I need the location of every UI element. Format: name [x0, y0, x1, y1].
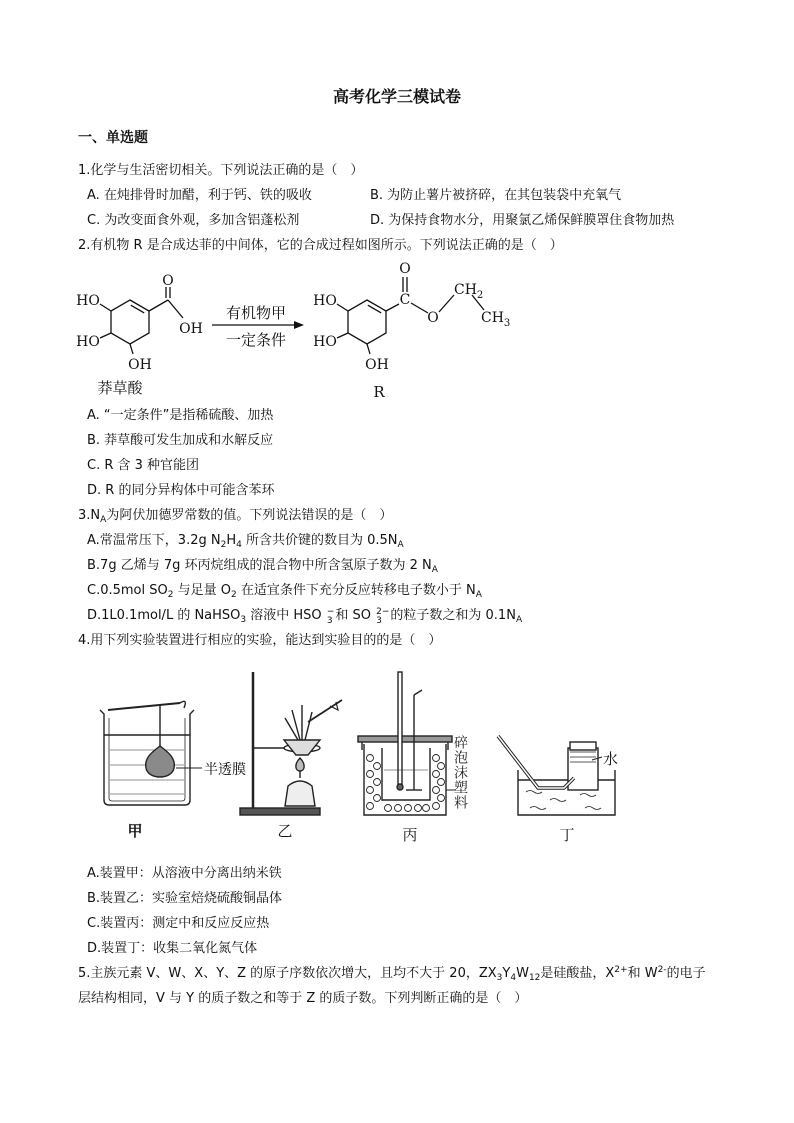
product-ho-top: HO	[313, 293, 337, 309]
q1-option-c: C. 为改变面食外观，多加含铝蓬松剂	[87, 213, 300, 228]
product-ho-mid: HO	[313, 334, 337, 350]
product-ch3-sub: 3	[503, 318, 511, 329]
q4-option-a: A.装置甲：从溶液中分离出纳米铁	[87, 866, 282, 881]
q1-stem: 1.化学与生活密切相关。下列说法正确的是（ ）	[78, 163, 364, 178]
product-ester-o: O	[427, 310, 439, 326]
q4-stem: 4.用下列实验装置进行相应的实验，能达到实验目的的是（ ）	[78, 633, 442, 648]
reactant-ho-top: HO	[76, 293, 100, 309]
product-name: R	[373, 383, 385, 401]
product-ch2-sub: 2	[476, 290, 484, 301]
q4-option-b: B.装置乙：实验室焙烧硫酸铜晶体	[87, 891, 283, 906]
reactant-oh-bottom: OH	[128, 357, 152, 373]
product-ch2	[454, 282, 483, 301]
caption-jia: 甲	[127, 822, 143, 840]
alcohol-lamp	[285, 781, 315, 806]
membrane-label: 半透膜	[204, 762, 246, 778]
inner-beaker	[382, 748, 430, 800]
gas-bottle	[568, 748, 598, 790]
q2-option-c: C. R 含 3 种官能团	[87, 458, 200, 473]
foam-pellets	[367, 755, 445, 812]
product-carbonyl-o: O	[399, 261, 411, 277]
q5-stem-line1: 5.主族元素 V、W、X、Y、Z 的原子序数依次增大，且均不大于 20，$ZX_3Y_4W_{12}$是硅酸盐，$X^{2+}$和 $W^{2-}$的电子	[78, 965, 706, 983]
reactant-ring	[111, 300, 149, 344]
q2-option-b: B. 莽草酸可发生加成和水解反应	[87, 433, 274, 448]
thermometer	[398, 672, 402, 785]
shikimic-acid-structure	[100, 287, 183, 354]
product-oh-bottom: OH	[365, 357, 389, 373]
q4-option-c: C.装置丙：测定中和反应反应热	[87, 916, 270, 931]
q2-reaction-scheme	[60, 255, 520, 405]
product-ring	[348, 300, 386, 344]
reactant-acid-oh: OH	[179, 321, 203, 337]
reactant-carbonyl-o: O	[162, 273, 174, 289]
q2-option-a: A. “一定条件”是指稀硫酸、加热	[87, 408, 274, 423]
foam-label: 碎泡沫塑料	[452, 735, 468, 810]
water-label: 水	[603, 750, 619, 768]
reaction-arrow	[212, 321, 304, 329]
sulfite-charge: 2− 3	[376, 607, 390, 626]
reactant-name: 莽草酸	[97, 379, 143, 397]
apparatus-jia-beaker	[100, 701, 202, 805]
condition-label: 一定条件	[225, 331, 287, 349]
caption-yi: 乙	[277, 822, 293, 840]
product-ch3-main: CH	[481, 310, 504, 326]
q1-option-b: B. 为防止薯片被挤碎，在其包装袋中充氧气	[370, 188, 622, 203]
caption-ding: 丁	[559, 826, 575, 844]
q4-option-d: D.装置丁：收集二氧化氮气体	[87, 941, 258, 956]
apparatus-yi-stand	[240, 672, 342, 815]
product-carbonyl-c: C	[399, 292, 411, 308]
section-heading: 一、单选题	[78, 130, 148, 146]
q1-option-a: A. 在炖排骨时加醋，利于钙、铁的吸收	[87, 188, 312, 203]
q1-option-d: D. 为保持食物水分，用聚氯乙烯保鲜膜罩住食物加热	[370, 213, 675, 228]
apparatus-bing-calorimeter	[358, 672, 456, 815]
q3-option-a: A.常温常压下，3.2g $N_2H_4$ 所含共价键的数目为 $0.5N_A$	[87, 533, 404, 550]
glass-rod	[108, 703, 180, 710]
q3-option-b: B.7g 乙烯与 7g 环丙烷组成的混合物中所含氢原子数为 2 $N_A$	[87, 558, 438, 575]
page-title: 高考化学三模试卷	[332, 87, 461, 106]
q5-stem-line2: 层结构相同，V 与 Y 的质子数之和等于 Z 的质子数。下列判断正确的是（ ）	[78, 991, 528, 1006]
bottle-cap	[570, 742, 596, 750]
apparatus-ding-gas-collection	[498, 736, 615, 815]
q3-stem: $3.N_A$为阿伏加德罗常数的值。下列说法错误的是（ ）	[78, 508, 393, 525]
lid	[358, 736, 452, 742]
q3-option-d: D.1L0.1mol/L 的 NaHSO$_3$ 溶液中 HSO − 3 和 SO 2− 3 的粒子数之和为 $0.1N_A$	[87, 607, 523, 626]
product-ch2-main: CH	[454, 282, 477, 298]
reagent-label: 有机物甲	[225, 304, 287, 322]
reactant-ho-mid: HO	[76, 334, 100, 350]
semipermeable-bag	[146, 746, 175, 777]
q2-stem: 2.有机物 R 是合成达菲的中间体，它的合成过程如图所示。下列说法正确的是（ ）	[78, 238, 563, 253]
flame	[296, 758, 304, 771]
q4-apparatus-figure	[80, 660, 720, 860]
q2-option-d: D. R 的同分异构体中可能含苯环	[87, 483, 275, 498]
bisulfite-charge: − 3	[326, 607, 335, 626]
outer-beaker	[364, 744, 446, 815]
product-ch3	[481, 310, 510, 329]
caption-bing: 丙	[402, 826, 418, 844]
q3-option-c: C.0.5mol $SO_2$ 与足量 $O_2$ 在适宜条件下充分反应转移电子数小于 $N_A$	[87, 583, 482, 600]
dish	[284, 740, 320, 755]
